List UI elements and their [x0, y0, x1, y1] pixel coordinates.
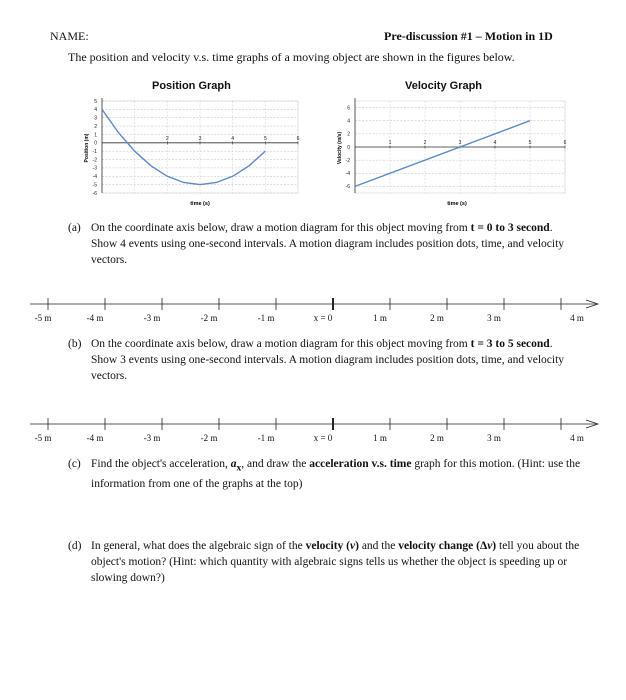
- y-tick-label: 2: [94, 123, 97, 130]
- y-tick-label: 4: [94, 107, 97, 114]
- number-line-label: 1 m: [373, 313, 387, 323]
- velocity-graph: [333, 93, 573, 213]
- x-tick-label: 2: [165, 135, 169, 142]
- x-tick-label: 5: [263, 135, 267, 142]
- y-tick-label: -3: [92, 165, 97, 172]
- position-y-ticks: [93, 99, 98, 197]
- number-line-label: 4 m: [570, 313, 584, 323]
- number-line-label: -3 m: [143, 433, 161, 443]
- number-line-label: -5 m: [34, 313, 52, 323]
- number-line-label: 1 m: [373, 433, 387, 443]
- number-line-label: -4 m: [86, 313, 104, 323]
- position-x-label: time (s): [190, 201, 210, 207]
- number-line-label: x = 0: [313, 433, 333, 443]
- part-c-text: Find the object's acceleration, $a_x$, and draw the acceleration v.s. time graph for this motion. (Hint: use the information from one of the graphs at the top): [91, 458, 581, 491]
- x-tick-label: 5: [528, 140, 532, 146]
- y-tick-label: 1: [94, 132, 97, 139]
- x-tick-label: 3: [198, 135, 202, 142]
- y-tick-label: 5: [94, 98, 97, 105]
- x-tick-label: 3: [458, 140, 462, 146]
- part-d-text: In general, what does the algebraic sign of the velocity (v) and the velocity change (Δv) tell you about the object's motion? (Hint: which quantity with algebraic signs tells us whether the object is speeding up or slowing down?): [91, 540, 580, 584]
- position-series-line: [102, 109, 265, 184]
- y-tick-label: 2: [347, 131, 350, 138]
- number-line-label: 4 m: [570, 433, 584, 443]
- x-tick-label: 6: [563, 140, 567, 146]
- y-tick-label: -6: [345, 184, 350, 191]
- number-line-label: -4 m: [86, 433, 104, 443]
- y-tick-label: -6: [92, 190, 97, 197]
- velocity-y-ticks: [346, 105, 351, 190]
- y-tick-label: -2: [345, 157, 350, 164]
- number-line-label: 3 m: [487, 433, 501, 443]
- position-y-label: Position (m): [84, 133, 90, 163]
- number-line-label: 2 m: [430, 433, 444, 443]
- y-tick-label: -1: [92, 148, 97, 155]
- number-line-label: -2 m: [200, 433, 218, 443]
- number-line-label: -2 m: [200, 313, 218, 323]
- number-line-label: -1 m: [257, 433, 275, 443]
- y-tick-label: 6: [347, 105, 350, 112]
- x-tick-label: 4: [493, 140, 497, 146]
- part-d-label: (d): [68, 540, 82, 552]
- y-tick-label: 0: [94, 140, 97, 147]
- velocity-series-line: [355, 121, 530, 187]
- velocity-y-label: Velocity (m/s): [337, 131, 343, 165]
- y-tick-label: 4: [347, 118, 350, 125]
- name-label: NAME:: [50, 29, 89, 43]
- y-tick-label: 0: [347, 144, 350, 151]
- part-a-text: On the coordinate axis below, draw a motion diagram for this object moving from t = 0 to 3 second. Show 4 events using one-second intervals. A motion diagram includes position dots, time, and velocity vectors.: [91, 222, 565, 266]
- position-graph: [80, 93, 305, 213]
- number-line-label: -1 m: [257, 313, 275, 323]
- number-line-label: x = 0: [313, 313, 333, 323]
- y-tick-label: 3: [94, 115, 97, 122]
- x-tick-label: 4: [231, 135, 235, 142]
- number-line-label: 3 m: [487, 313, 501, 323]
- position-graph-title: Position Graph: [152, 80, 231, 92]
- velocity-graph-title: Velocity Graph: [405, 80, 483, 92]
- y-tick-label: -4: [92, 174, 97, 181]
- part-b-text: On the coordinate axis below, draw a motion diagram for this object moving from t = 3 to 5 second. Show 3 events using one-second intervals. A motion diagram includes position dots, time, and velocity vectors.: [91, 338, 565, 382]
- x-tick-label: 1: [388, 140, 392, 146]
- y-tick-label: -2: [92, 157, 97, 164]
- part-b-label: (b): [68, 338, 82, 350]
- number-line-label: 2 m: [430, 313, 444, 323]
- x-tick-label: 6: [296, 135, 300, 142]
- number-line-a[interactable]: [0, 294, 626, 330]
- part-c-label: (c): [68, 458, 81, 470]
- x-tick-label: 2: [423, 140, 427, 146]
- velocity-x-label: time (s): [447, 201, 467, 207]
- page-title: Pre-discussion #1 – Motion in 1D: [384, 29, 553, 43]
- intro-text: The position and velocity v.s. time graphs of a moving object are shown in the figures below.: [68, 50, 515, 64]
- part-a-label: (a): [68, 222, 81, 234]
- number-line-label: -5 m: [34, 433, 52, 443]
- y-tick-label: -4: [345, 171, 350, 178]
- y-tick-label: -5: [92, 182, 97, 189]
- number-line-label: -3 m: [143, 313, 161, 323]
- number-line-b[interactable]: [0, 414, 626, 450]
